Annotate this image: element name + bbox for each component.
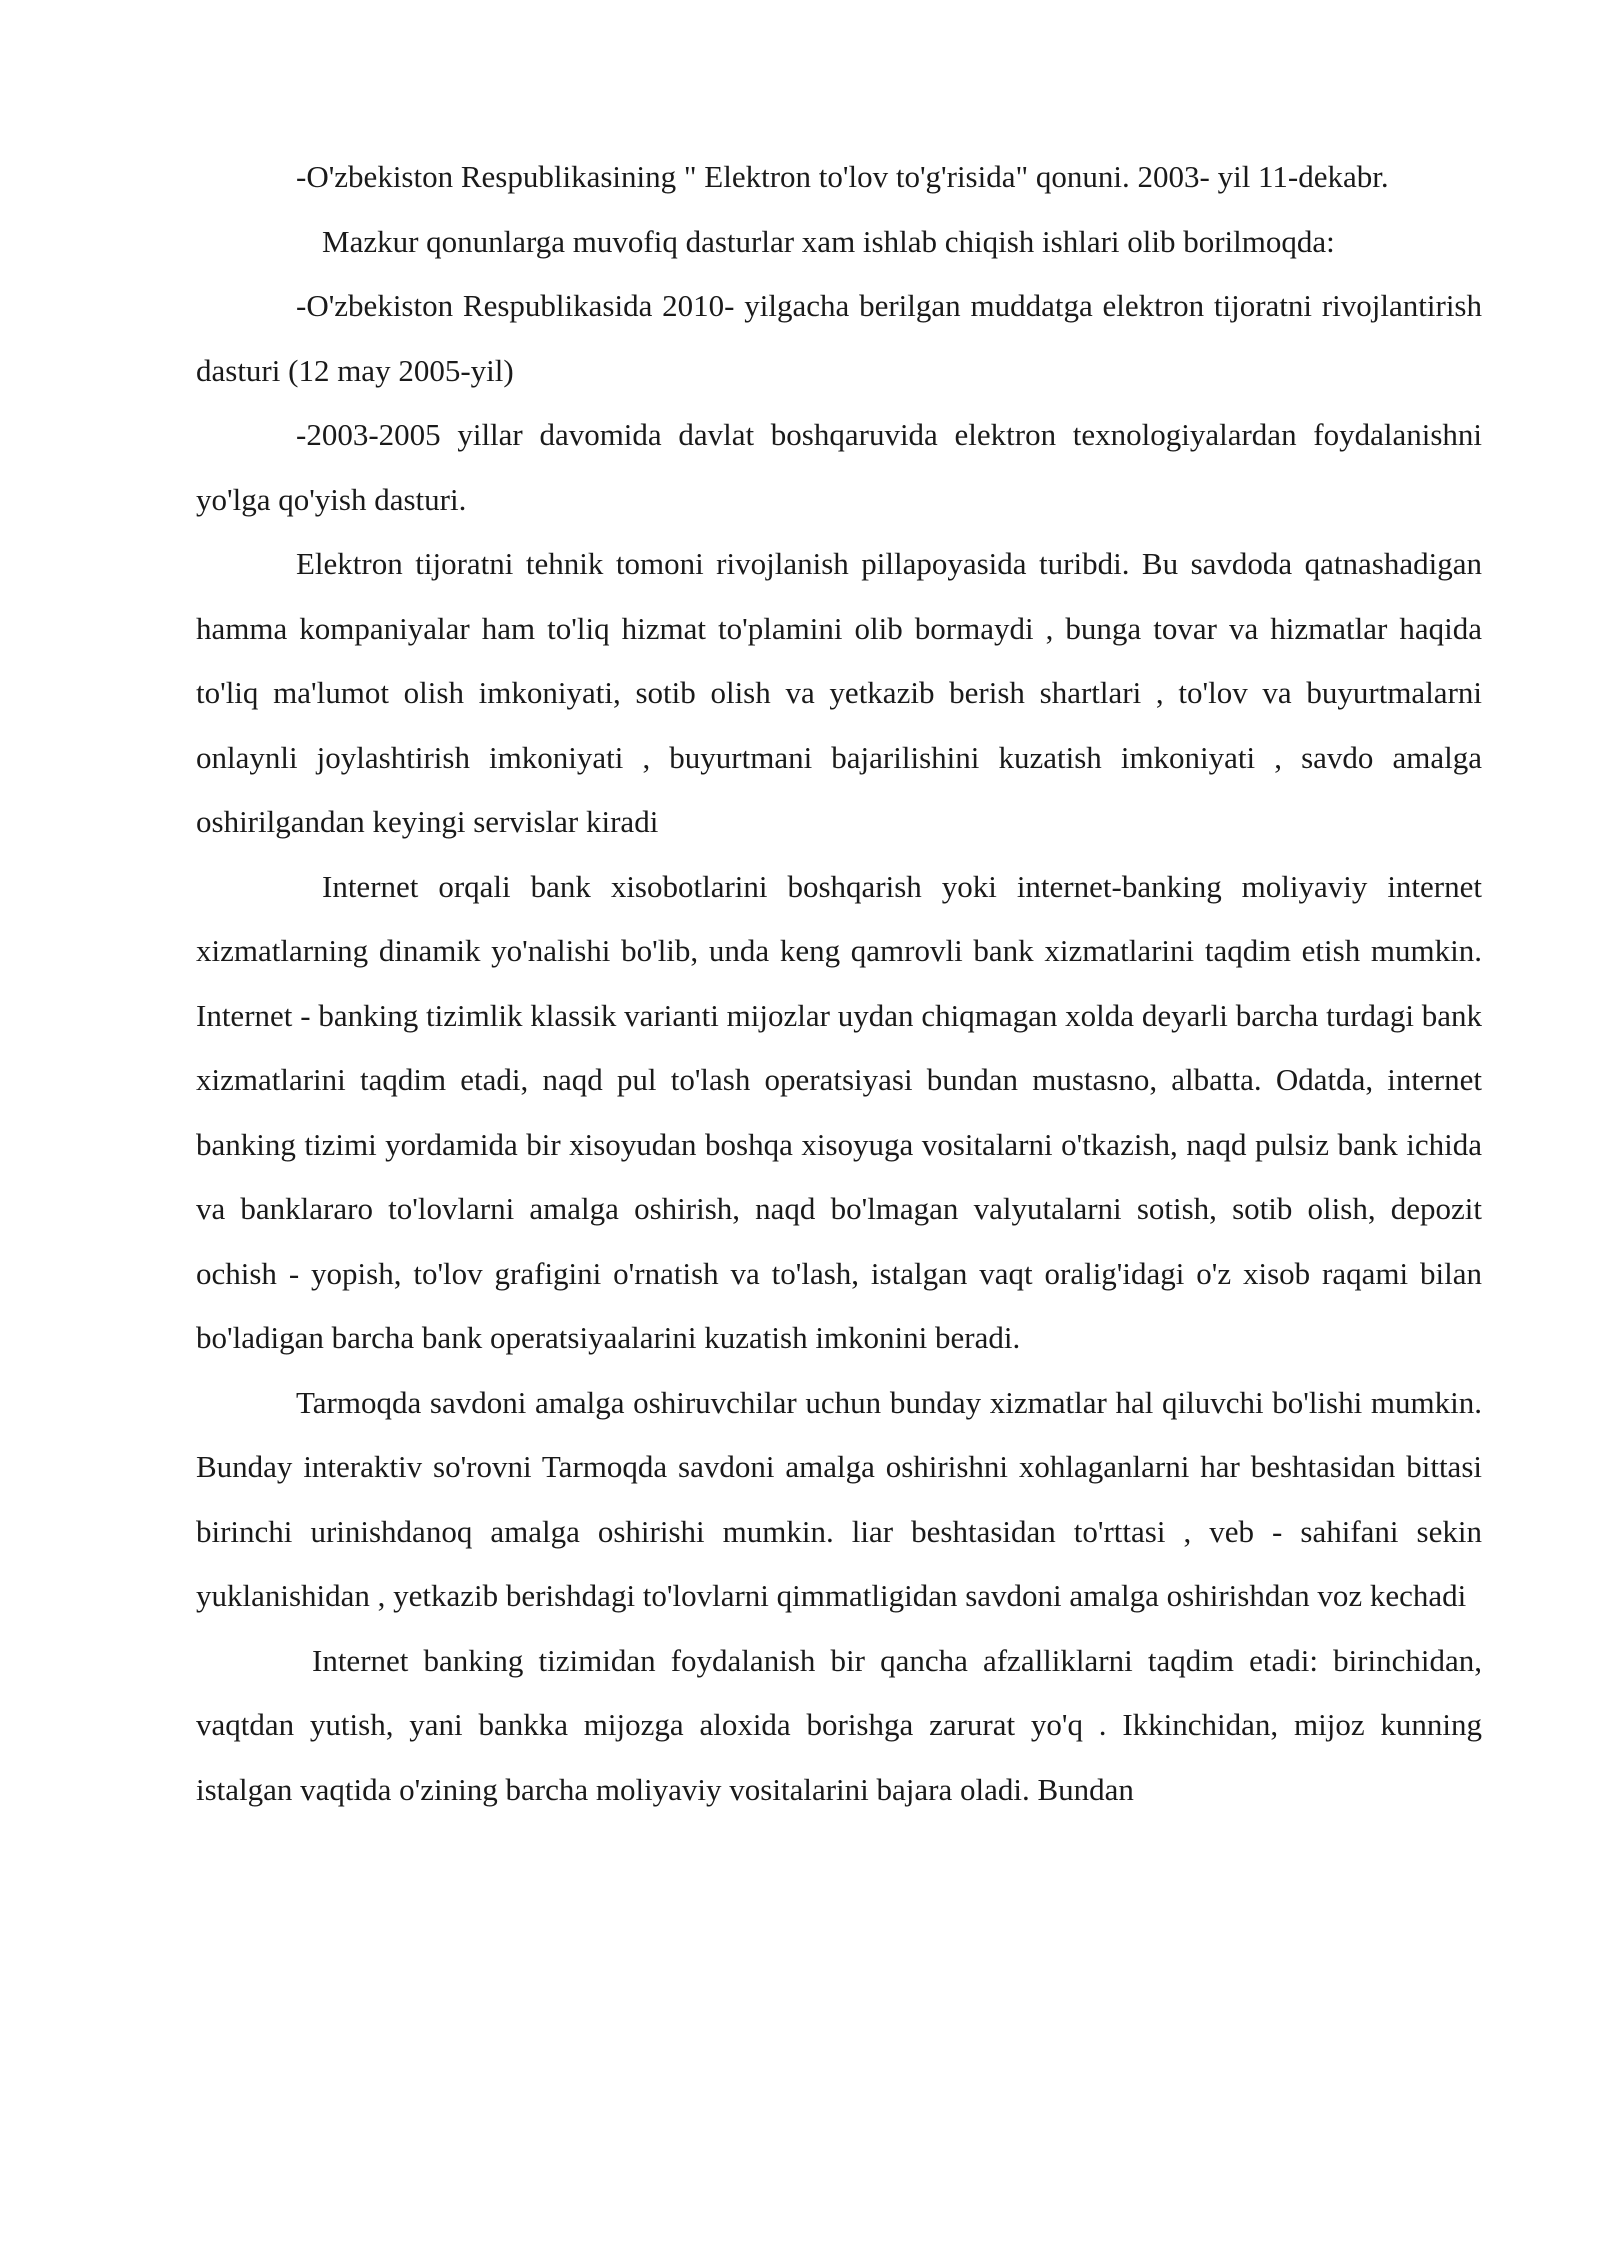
document-body — [196, 145, 1482, 1822]
paragraph-ecommerce-program: -O'zbekiston Respublikasida 2010- yilgacha berilgan muddatga elektron tijoratni rivojlantirish dasturi (12 may 2005-yil) — [196, 288, 1482, 388]
paragraph-banking-advantages: Internet banking tizimidan foydalanish bir qancha afzalliklarni taqdim etadi: birinchidan, vaqtdan yutish, yani bankka mijozga aloxida borishga zarurat yo'q . Ikkinchidan, mijoz kunning istalgan vaqtida o'zining barcha moliyaviy vositalarini bajara oladi. Bundan — [196, 1642, 1482, 1807]
paragraph-electronic-payment-law: -O'zbekiston Respublikasining " Elektron to'lov to'g'risida" qonuni. 2003- yil 11-dekabr. — [296, 159, 1389, 194]
paragraph-ecommerce-technical: Elektron tijoratni tehnik tomoni rivojlanish pillapoyasida turibdi. Bu savdoda qatnashadigan hamma kompaniyalar ham to'liq hizmat to'plamini olib bormaydi , bunga tovar va hizmatlar haqida to'liq ma'lumot olish imkoniyati, sotib olish va yetkazib berish shartlari , to'lov va buyurtmalarni onlaynli joylashtirish imkoniyati , buyurtmani bajarilishini kuzatish imkoniyati , savdo amalga oshirilgandan keyingi servislar kiradi — [196, 546, 1482, 839]
paragraph-programs-intro: Mazkur qonunlarga muvofiq dasturlar xam ishlab chiqish ishlari olib borilmoqda: — [322, 223, 1335, 259]
paragraph-online-trade-services: Tarmoqda savdoni amalga oshiruvchilar uchun bunday xizmatlar hal qiluvchi bo'lishi mumkin. Bunday interaktiv so'rovni Tarmoqda savdoni amalga oshirishni xohlaganlarni har beshtasidan bittasi birinchi urinishdanoq amalga oshirishi mumkin. liar beshtasidan to'rttasi , veb - sahifani sekin yuklanishidan , yetkazib berishdagi to'lovlarni qimmatligidan savdoni amalga oshirishdan voz kechadi — [196, 1384, 1482, 1613]
paragraph-egov-program: -2003-2005 yillar davomida davlat boshqaruvida elektron texnologiyalardan foydalanishni yo'lga qo'yish dasturi. — [196, 417, 1482, 517]
paragraph-internet-banking: Internet orqali bank xisobotlarini boshqarish yoki internet-banking moliyaviy internet xizmatlarning dinamik yo'nalishi bo'lib, unda keng qamrovli bank xizmatlarini taqdim etish mumkin. Internet - banking tizimlik klassik varianti mijozlar uydan chiqmagan xolda deyarli barcha turdagi bank xizmatlarini taqdim etadi, naqd pul to'lash operatsiyasi bundan mustasno, albatta. Odatda, internet banking tizimi yordamida bir xisoyudan boshqa xisoyuga vositalarni o'tkazish, naqd pulsiz bank ichida va banklararo to'lovlarni amalga oshirish, naqd bo'lmagan valyutalarni sotish, sotib olish, depozit ochish - yopish, to'lov grafigini o'rnatish va to'lash, istalgan vaqt oralig'idagi o'z xisob raqami bilan bo'ladigan barcha bank operatsiyaalarini kuzatish imkonini beradi. — [196, 868, 1482, 1355]
